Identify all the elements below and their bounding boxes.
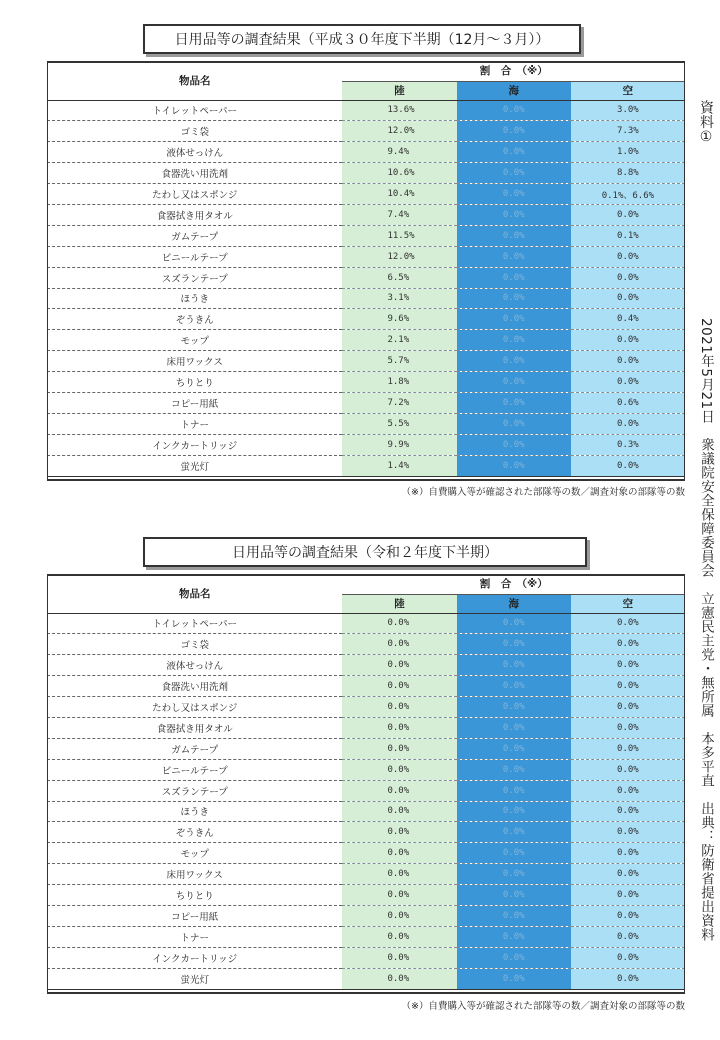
air-value: 0.1%、6.6% bbox=[571, 184, 685, 205]
sea-value: 0.0% bbox=[457, 121, 571, 142]
item-name: トイレットペーパー bbox=[47, 100, 342, 121]
air-value: 0.6% bbox=[571, 392, 685, 413]
table1-header-air: 空 bbox=[571, 81, 685, 100]
table1 bbox=[47, 61, 685, 477]
item-name: 液体せっけん bbox=[47, 142, 342, 163]
item-name: 液体せっけん bbox=[47, 655, 342, 676]
sea-value: 0.0% bbox=[457, 780, 571, 801]
air-value: 3.0% bbox=[571, 100, 685, 121]
item-name: 食器洗い用洗剤 bbox=[47, 163, 342, 184]
table-row bbox=[47, 655, 685, 676]
air-value: 0.0% bbox=[571, 885, 685, 906]
air-value: 0.0% bbox=[571, 246, 685, 267]
land-value: 9.6% bbox=[342, 309, 456, 330]
table-row bbox=[47, 822, 685, 843]
sea-value: 0.0% bbox=[457, 434, 571, 455]
table-row bbox=[47, 738, 685, 759]
table1-header-item: 物品名 bbox=[47, 61, 342, 100]
land-value: 0.0% bbox=[342, 822, 456, 843]
table-row bbox=[47, 288, 685, 309]
air-value: 0.0% bbox=[571, 822, 685, 843]
table-row bbox=[47, 926, 685, 947]
air-value: 0.0% bbox=[571, 613, 685, 634]
land-value: 3.1% bbox=[342, 288, 456, 309]
table-row bbox=[47, 780, 685, 801]
air-value: 0.0% bbox=[571, 968, 685, 989]
air-value: 0.0% bbox=[571, 843, 685, 864]
land-value: 9.9% bbox=[342, 434, 456, 455]
sea-value: 0.0% bbox=[457, 864, 571, 885]
sea-value: 0.0% bbox=[457, 738, 571, 759]
sea-value: 0.0% bbox=[457, 634, 571, 655]
sea-value: 0.0% bbox=[457, 100, 571, 121]
land-value: 0.0% bbox=[342, 947, 456, 968]
table-row bbox=[47, 100, 685, 121]
air-value: 0.0% bbox=[571, 655, 685, 676]
table-row bbox=[47, 309, 685, 330]
sea-value: 0.0% bbox=[457, 968, 571, 989]
sea-value: 0.0% bbox=[457, 392, 571, 413]
air-value: 0.0% bbox=[571, 413, 685, 434]
item-name: モップ bbox=[47, 843, 342, 864]
sea-value: 0.0% bbox=[457, 330, 571, 351]
table-row bbox=[47, 864, 685, 885]
item-name: たわし又はスポンジ bbox=[47, 697, 342, 718]
land-value: 0.0% bbox=[342, 864, 456, 885]
air-value: 0.0% bbox=[571, 801, 685, 822]
sea-value: 0.0% bbox=[457, 225, 571, 246]
table-row bbox=[47, 163, 685, 184]
air-value: 1.0% bbox=[571, 142, 685, 163]
land-value: 10.4% bbox=[342, 184, 456, 205]
item-name: スズランテープ bbox=[47, 267, 342, 288]
sea-value: 0.0% bbox=[457, 142, 571, 163]
land-value: 0.0% bbox=[342, 968, 456, 989]
land-value: 0.0% bbox=[342, 885, 456, 906]
land-value: 0.0% bbox=[342, 801, 456, 822]
item-name: インクカートリッジ bbox=[47, 434, 342, 455]
table-row bbox=[47, 204, 685, 225]
sea-value: 0.0% bbox=[457, 801, 571, 822]
land-value: 0.0% bbox=[342, 655, 456, 676]
table-row bbox=[47, 184, 685, 205]
sea-value: 0.0% bbox=[457, 843, 571, 864]
item-name: スズランテープ bbox=[47, 780, 342, 801]
land-value: 10.6% bbox=[342, 163, 456, 184]
land-value: 0.0% bbox=[342, 676, 456, 697]
sea-value: 0.0% bbox=[457, 905, 571, 926]
land-value: 1.8% bbox=[342, 372, 456, 393]
table-row bbox=[47, 246, 685, 267]
sea-value: 0.0% bbox=[457, 697, 571, 718]
table-row bbox=[47, 843, 685, 864]
item-name: ぞうきん bbox=[47, 309, 342, 330]
item-name: トナー bbox=[47, 413, 342, 434]
land-value: 0.0% bbox=[342, 717, 456, 738]
sea-value: 0.0% bbox=[457, 676, 571, 697]
item-name: コピー用紙 bbox=[47, 905, 342, 926]
table-row bbox=[47, 613, 685, 634]
air-value: 0.0% bbox=[571, 267, 685, 288]
source-footer: 2021年5月21日 衆議院安全保障委員会 立憲民主党・無所属 本多平直 出典：防衛省提出資料 bbox=[698, 318, 714, 942]
item-name: ぞうきん bbox=[47, 822, 342, 843]
table-row bbox=[47, 142, 685, 163]
table-row bbox=[47, 676, 685, 697]
table-row bbox=[47, 267, 685, 288]
air-value: 0.0% bbox=[571, 738, 685, 759]
sea-value: 0.0% bbox=[457, 413, 571, 434]
item-name: ほうき bbox=[47, 288, 342, 309]
sea-value: 0.0% bbox=[457, 288, 571, 309]
sea-value: 0.0% bbox=[457, 885, 571, 906]
land-value: 0.0% bbox=[342, 634, 456, 655]
item-name: トイレットペーパー bbox=[47, 613, 342, 634]
land-value: 0.0% bbox=[342, 905, 456, 926]
land-value: 7.2% bbox=[342, 392, 456, 413]
land-value: 0.0% bbox=[342, 780, 456, 801]
air-value: 0.0% bbox=[571, 372, 685, 393]
item-name: 食器拭き用タオル bbox=[47, 717, 342, 738]
land-value: 0.0% bbox=[342, 843, 456, 864]
item-name: ガムテープ bbox=[47, 738, 342, 759]
sea-value: 0.0% bbox=[457, 351, 571, 372]
item-name: ゴミ袋 bbox=[47, 634, 342, 655]
land-value: 7.4% bbox=[342, 204, 456, 225]
land-value: 12.0% bbox=[342, 121, 456, 142]
table1-footnote: （※）自費購入等が確認された部隊等の数／調査対象の部隊等の数 bbox=[401, 487, 685, 498]
item-name: ビニールテープ bbox=[47, 246, 342, 267]
sea-value: 0.0% bbox=[457, 246, 571, 267]
land-value: 0.0% bbox=[342, 926, 456, 947]
land-value: 6.5% bbox=[342, 267, 456, 288]
land-value: 0.0% bbox=[342, 613, 456, 634]
land-value: 2.1% bbox=[342, 330, 456, 351]
material-label: 資料① bbox=[698, 100, 714, 146]
item-name: 床用ワックス bbox=[47, 864, 342, 885]
air-value: 0.0% bbox=[571, 717, 685, 738]
air-value: 0.0% bbox=[571, 926, 685, 947]
land-value: 12.0% bbox=[342, 246, 456, 267]
air-value: 0.0% bbox=[571, 947, 685, 968]
sea-value: 0.0% bbox=[457, 372, 571, 393]
item-name: 食器洗い用洗剤 bbox=[47, 676, 342, 697]
table-row bbox=[47, 455, 685, 476]
air-value: 0.0% bbox=[571, 204, 685, 225]
sea-value: 0.0% bbox=[457, 759, 571, 780]
item-name: 床用ワックス bbox=[47, 351, 342, 372]
land-value: 1.4% bbox=[342, 455, 456, 476]
sea-value: 0.0% bbox=[457, 822, 571, 843]
table-row bbox=[47, 947, 685, 968]
table-row bbox=[47, 121, 685, 142]
table2-header-item: 物品名 bbox=[47, 574, 342, 613]
item-name: モップ bbox=[47, 330, 342, 351]
sea-value: 0.0% bbox=[457, 163, 571, 184]
table-row bbox=[47, 392, 685, 413]
table2-header-ratio: 割 合 （※） bbox=[342, 574, 685, 594]
air-value: 8.8% bbox=[571, 163, 685, 184]
table1-title: 日用品等の調査結果（平成３０年度下半期（12月～３月）） bbox=[143, 24, 581, 54]
land-value: 5.5% bbox=[342, 413, 456, 434]
air-value: 0.1% bbox=[571, 225, 685, 246]
table1-header-sea: 海 bbox=[457, 81, 571, 100]
air-value: 0.0% bbox=[571, 864, 685, 885]
item-name: たわし又はスポンジ bbox=[47, 184, 342, 205]
table-row bbox=[47, 413, 685, 434]
item-name: インクカートリッジ bbox=[47, 947, 342, 968]
item-name: 蛍光灯 bbox=[47, 968, 342, 989]
sea-value: 0.0% bbox=[457, 947, 571, 968]
air-value: 0.0% bbox=[571, 455, 685, 476]
sea-value: 0.0% bbox=[457, 204, 571, 225]
land-value: 0.0% bbox=[342, 697, 456, 718]
land-value: 0.0% bbox=[342, 759, 456, 780]
air-value: 0.0% bbox=[571, 634, 685, 655]
air-value: 7.3% bbox=[571, 121, 685, 142]
item-name: コピー用紙 bbox=[47, 392, 342, 413]
air-value: 0.0% bbox=[571, 697, 685, 718]
table-row bbox=[47, 697, 685, 718]
table2-header-sea: 海 bbox=[457, 594, 571, 613]
air-value: 0.0% bbox=[571, 759, 685, 780]
item-name: ビニールテープ bbox=[47, 759, 342, 780]
land-value: 5.7% bbox=[342, 351, 456, 372]
sea-value: 0.0% bbox=[457, 655, 571, 676]
air-value: 0.0% bbox=[571, 676, 685, 697]
table2 bbox=[47, 574, 685, 990]
table-row bbox=[47, 717, 685, 738]
item-name: 食器拭き用タオル bbox=[47, 204, 342, 225]
table-row bbox=[47, 372, 685, 393]
table2-footnote: （※）自費購入等が確認された部隊等の数／調査対象の部隊等の数 bbox=[401, 1001, 685, 1012]
table-row bbox=[47, 434, 685, 455]
air-value: 0.3% bbox=[571, 434, 685, 455]
item-name: ちりとり bbox=[47, 885, 342, 906]
table-row bbox=[47, 885, 685, 906]
item-name: ゴミ袋 bbox=[47, 121, 342, 142]
item-name: ガムテープ bbox=[47, 225, 342, 246]
table1-header-ratio: 割 合 （※） bbox=[342, 61, 685, 81]
land-value: 9.4% bbox=[342, 142, 456, 163]
table-row bbox=[47, 759, 685, 780]
air-value: 0.0% bbox=[571, 330, 685, 351]
air-value: 0.0% bbox=[571, 780, 685, 801]
sea-value: 0.0% bbox=[457, 717, 571, 738]
land-value: 11.5% bbox=[342, 225, 456, 246]
sea-value: 0.0% bbox=[457, 926, 571, 947]
land-value: 13.6% bbox=[342, 100, 456, 121]
sea-value: 0.0% bbox=[457, 613, 571, 634]
air-value: 0.0% bbox=[571, 351, 685, 372]
air-value: 0.4% bbox=[571, 309, 685, 330]
item-name: 蛍光灯 bbox=[47, 455, 342, 476]
item-name: ほうき bbox=[47, 801, 342, 822]
table-row bbox=[47, 225, 685, 246]
table-row bbox=[47, 634, 685, 655]
table2-header-air: 空 bbox=[571, 594, 685, 613]
table-row bbox=[47, 968, 685, 989]
table-row bbox=[47, 351, 685, 372]
table-row bbox=[47, 330, 685, 351]
item-name: ちりとり bbox=[47, 372, 342, 393]
item-name: トナー bbox=[47, 926, 342, 947]
sea-value: 0.0% bbox=[457, 455, 571, 476]
sea-value: 0.0% bbox=[457, 267, 571, 288]
air-value: 0.0% bbox=[571, 288, 685, 309]
table-row bbox=[47, 905, 685, 926]
table1-header-land: 陸 bbox=[342, 81, 456, 100]
sea-value: 0.0% bbox=[457, 309, 571, 330]
sea-value: 0.0% bbox=[457, 184, 571, 205]
table-row bbox=[47, 801, 685, 822]
land-value: 0.0% bbox=[342, 738, 456, 759]
table2-title: 日用品等の調査結果（令和２年度下半期） bbox=[143, 537, 587, 567]
table2-header-land: 陸 bbox=[342, 594, 456, 613]
air-value: 0.0% bbox=[571, 905, 685, 926]
